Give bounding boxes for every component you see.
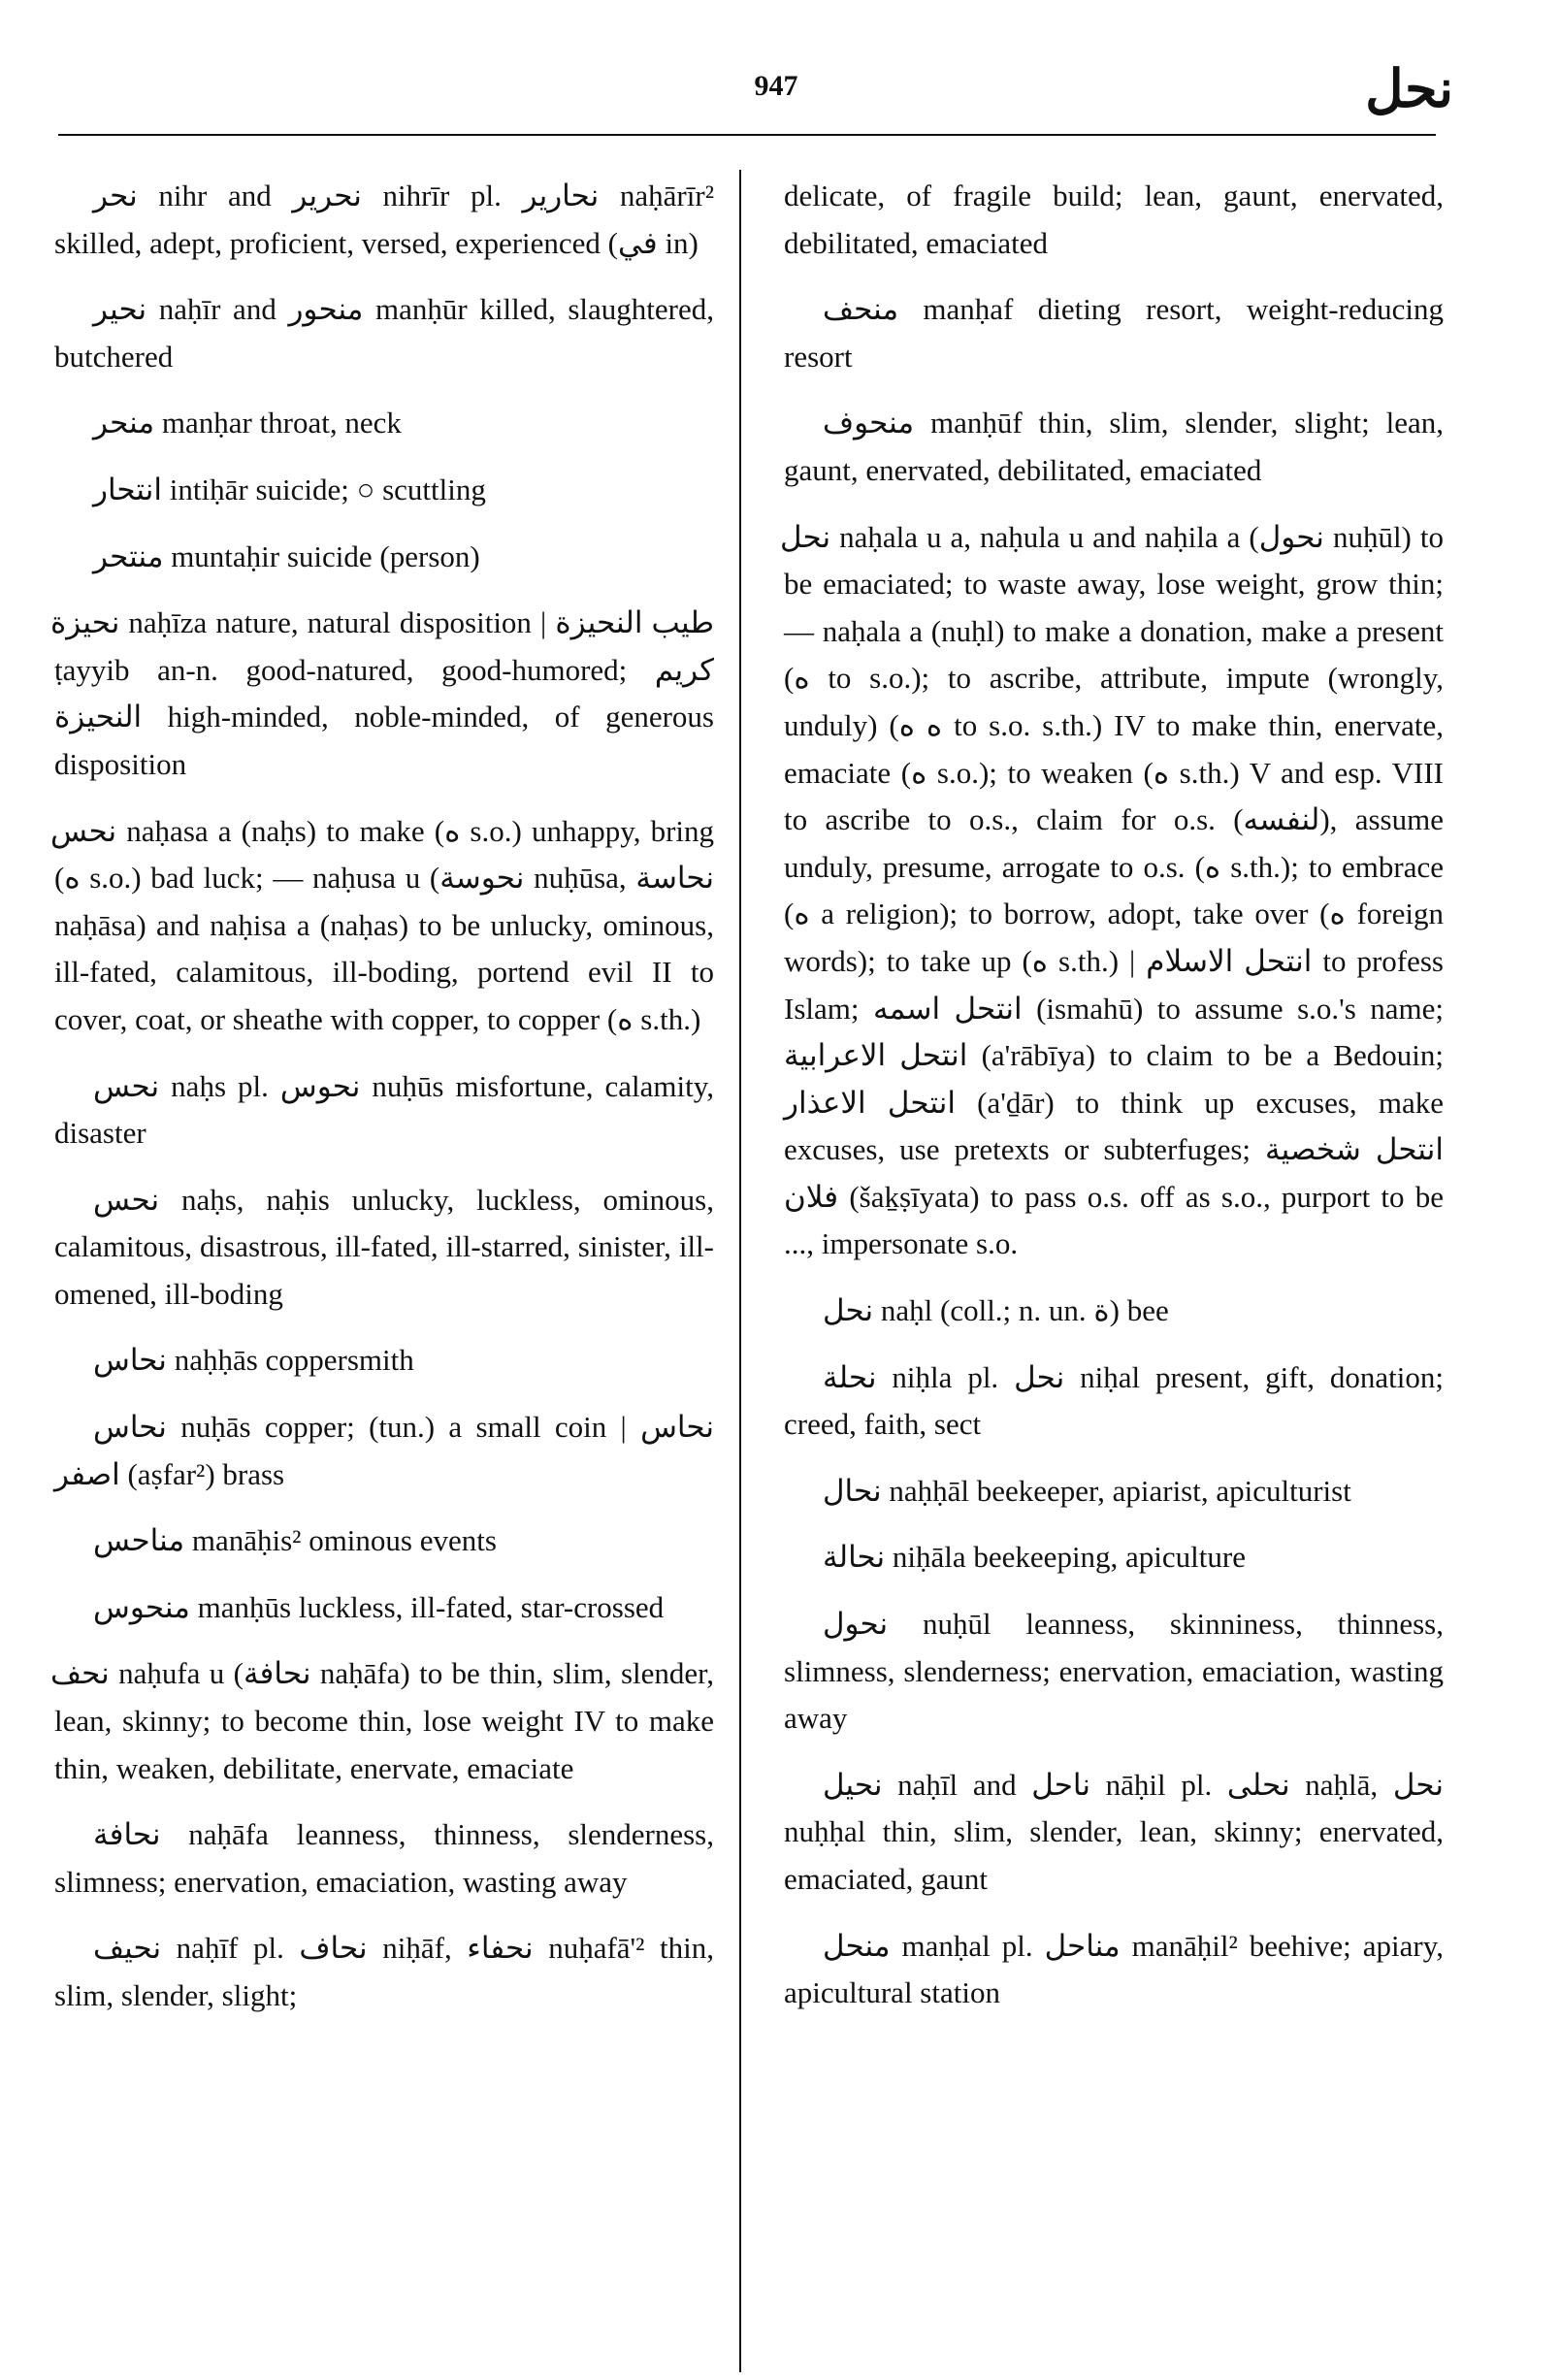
dictionary-entry: منحوف manḥūf thin, slim, slender, slight; lean, gaunt, enervated, debilitated, emaciated xyxy=(784,406,1444,487)
dictionary-entry: نحاس naḥḥās coppersmith xyxy=(93,1343,414,1378)
dictionary-entry: منتحر muntaḥir suicide (person) xyxy=(93,538,480,573)
continued-entry: delicate, of fragile build; lean, gaunt, enervated, debilitated, emaciated xyxy=(784,179,1444,260)
dictionary-entry: منحف manḥaf dieting resort, weight-reducing resort xyxy=(784,292,1444,374)
dictionary-entry: نحيف naḥīf pl. نحاف niḥāf, نحفاء nuḥafā'² thin, slim, slender, slight; xyxy=(54,1931,714,2012)
left-column xyxy=(50,173,715,2039)
root-entry: نحف naḥufa u (نحافة naḥāfa) to be thin, slim, slender, lean, skinny; to become thin, lose weight IV to make thin, weaken, debilitate, enervate, emaciate xyxy=(50,1656,714,1785)
page-number: 947 xyxy=(754,70,798,102)
dictionary-entry: نحال naḥḥāl beekeeper, apiarist, apiculturist xyxy=(823,1473,1351,1508)
dictionary-entry: مناحس manāḥis² ominous events xyxy=(93,1523,497,1558)
dictionary-entry: منحر manḥar throat, neck xyxy=(93,406,402,440)
dictionary-entry: نحلة niḥla pl. نحل niḥal present, gift, donation; creed, faith, sect xyxy=(784,1359,1444,1442)
dictionary-entry: نحيل naḥīl and ناحل nāḥil pl. نحلى naḥlā, نحل nuḥḥal thin, slim, slender, lean, skinny; enervated, emaciated, gaunt xyxy=(784,1767,1444,1896)
header-rule xyxy=(58,134,1436,136)
dictionary-entry: نحل naḥl (coll.; n. un. ة) bee xyxy=(823,1293,1169,1328)
dictionary-entry: نحاس nuḥās copper; (tun.) a small coin | نحاس اصفر (aṣfar²) brass xyxy=(54,1410,714,1491)
dictionary-entry: انتحار intiḥār suicide; ○ scuttling xyxy=(93,472,486,506)
root-entry: نحل naḥala u a, naḥula u and naḥila a (نحول nuḥūl) to be emaciated; to waste away, lose weight, grow thin; — naḥala a (nuḥl) to make a donation, make a present (ه to s.o.); to ascribe, attribute, impute (wrongly, unduly) (ه ه to s.o. s.th.) IV to make thin, enervate, emaciate (ه s.o.); to weaken (ه s.th.) V and esp. VIII to ascribe to o.s., claim for o.s. (لنفسه), assume unduly, presume, arrogate to o.s. (ه s.th.); to embrace (ه a religion); to borrow, adopt, take over (ه foreign words); to take up (ه s.th.) | انتحل الاسلام to profess Islam; انتحل اسمه (ismahū) to assume s.o.'s name; انتحل الاعرابية (a'rābīya) to claim to be a Bedouin; انتحل الاعذار (a'ḏār) to think up excuses, make excuses, use pretexts or subterfuges; انتحل شخصية فلان (šaḵṣīyata) to pass o.s. off as s.o., purport to be ..., impersonate s.o. xyxy=(780,519,1445,1261)
root-entry: نحيزة naḥīza nature, natural disposition | طيب النحيزة ṭayyib an-n. good-natured, good-humored; كريم النحيزة high-minded, noble-minded, of generous disposition xyxy=(50,605,715,781)
dictionary-entry: نحر nihr and نحرير nihrīr pl. نحارير naḥārīr² skilled, adept, proficient, versed, experienced (في in) xyxy=(54,179,714,260)
dictionary-entry: نحس naḥs pl. نحوس nuḥūs misfortune, calamity, disaster xyxy=(54,1068,715,1151)
dictionary-entry: نحالة niḥāla beekeeping, apiculture xyxy=(823,1540,1246,1575)
right-column xyxy=(780,173,1445,2037)
dictionary-entry: نحس naḥs, naḥis unlucky, luckless, ominous, calamitous, disastrous, ill-fated, ill-starred, sinister, ill-omened, ill-boding xyxy=(54,1182,714,1311)
dictionary-entry: منحوس manḥūs luckless, ill-fated, star-crossed xyxy=(93,1589,665,1624)
dictionary-entry: نحير naḥīr and منحور manḥūr killed, slaughtered, butchered xyxy=(54,292,714,374)
dictionary-entry: منحل manḥal pl. مناحل manāḥil² beehive; apiary, apicultural station xyxy=(784,1928,1444,2010)
root-entry: نحس naḥasa a (naḥs) to make (ه s.o.) unhappy, bring (ه s.o.) bad luck; — naḥusa u (نحوسة nuḥūsa, نحاسة naḥāsa) and naḥisa a (naḥas) to be unlucky, ominous, ill-fated, calamitous, ill-boding, portend evil II to cover, coat, or sheathe with copper, to copper (ه s.th.) xyxy=(50,813,715,1036)
column-divider xyxy=(739,170,741,2372)
running-head: نحل xyxy=(1365,60,1453,118)
dictionary-entry: نحافة naḥāfa leanness, thinness, slenderness, slimness; enervation, emaciation, wasting away xyxy=(54,1817,714,1899)
dictionary-entry: نحول nuḥūl leanness, skinniness, thinness, slimness, slenderness; enervation, emaciation, wasting away xyxy=(784,1607,1444,1736)
